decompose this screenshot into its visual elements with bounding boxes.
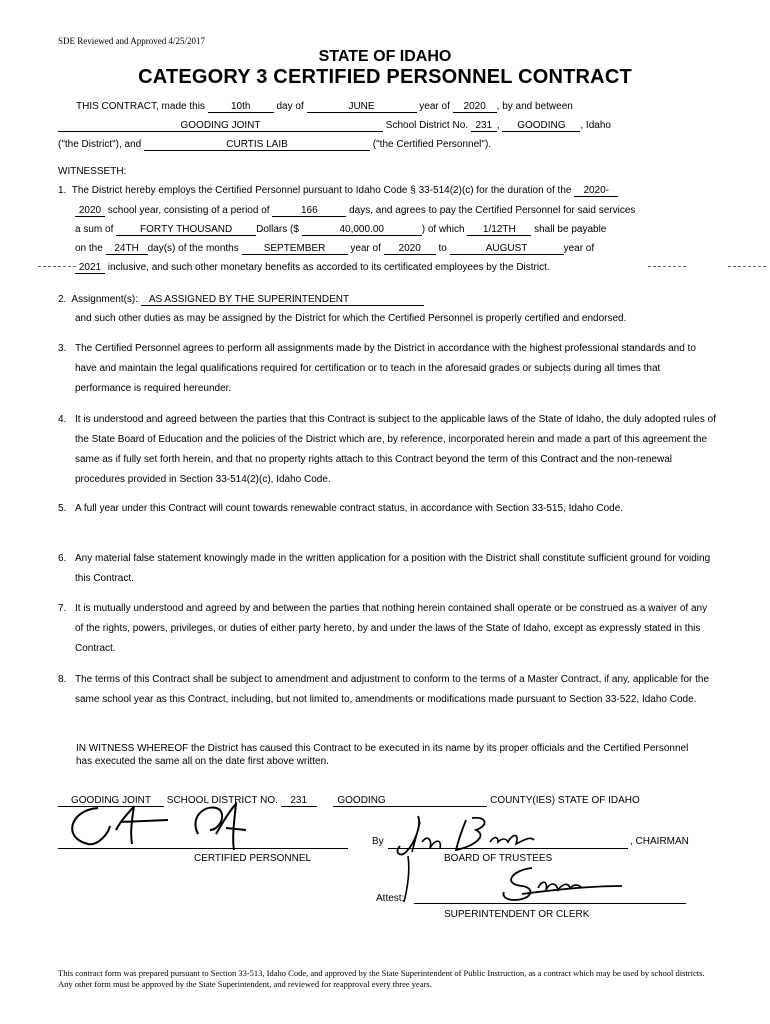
- by-label: By: [372, 836, 384, 847]
- sig-district-line: GOODING JOINT SCHOOL DISTRICT NO. 231 GOODING COUNTY(IES) STATE OF IDAHO: [58, 795, 640, 807]
- district-name-field: GOODING JOINT: [58, 120, 383, 132]
- chairman-label: , CHAIRMAN: [630, 836, 689, 847]
- p1-line-2: 2020 school year, consisting of a period of 166 days, and agrees to pay the Certified Personnel for said services: [75, 205, 635, 217]
- footer-note: This contract form was prepared pursuant to Section 33-513, Idaho Code, and approved by the State Superintendent of Public Instruction, as a contract which may be used by school districts. Any other form must be approved by the State Superintendent, and reviewed for reapproval every three years.: [58, 968, 705, 989]
- month-field: JUNE: [307, 101, 417, 113]
- school-year-end-field: 2020: [75, 205, 105, 217]
- year-field: 2020: [453, 101, 497, 113]
- witnesseth-label: WITNESSETH:: [58, 166, 127, 177]
- attest-label: Attest:: [376, 893, 405, 904]
- p1-line-5: 2021 inclusive, and such other monetary benefits as accorded to its certificated employees by the District.: [75, 262, 550, 274]
- start-month-field: SEPTEMBER: [242, 243, 348, 255]
- p2-line-2: and such other duties as may be assigned by the District for which the Certified Personnel is properly certified and endorsed.: [75, 313, 627, 324]
- sig-district-no-field: 231: [281, 795, 317, 807]
- day-field: 10th: [208, 101, 274, 113]
- superintendent-caption: SUPERINTENDENT OR CLERK: [444, 909, 590, 920]
- district-no-field: 231: [471, 120, 497, 132]
- personnel-signature: [60, 800, 280, 855]
- paragraph-6: 6. Any material false statement knowingly made in the written application for a position with the District shall constitute sufficient ground for voiding this Contract.: [58, 553, 711, 584]
- intro-line-2: GOODING JOINT School District No. 231 , GOODING , Idaho: [58, 120, 611, 132]
- end-year-field: 2021: [75, 262, 105, 274]
- p1-line-4: on the 24TH day(s) of the months SEPTEMBER year of 2020 to AUGUST year of: [75, 243, 595, 254]
- clerk-signature: [492, 864, 652, 908]
- days-field: 166: [272, 205, 346, 217]
- intro-line-3: ("the District"), and CURTIS LAIB ("the Certified Personnel").: [58, 139, 492, 150]
- intro-line-1: THIS CONTRACT, made this 10th day of JUNE year of 2020 , by and between: [76, 101, 573, 112]
- fraction-field: 1/12TH: [467, 224, 531, 236]
- scan-dash-mid: [648, 266, 686, 267]
- paragraph-4: 4. It is understood and agreed between the parties that this Contract is subject to the applicable laws of the State of Idaho, the duly adopted rules of the State Board of Education and the policies of the District which are, by reference, incorporated herein and made a part of this agreement the same as if fully set forth herein, and that no property rights attach to this Contract beyond the term of this Contract and the non-renewal procedures provided in Section 33-514(2)(c), Idaho Code.: [58, 414, 716, 485]
- board-caption: BOARD OF TRUSTEES: [444, 853, 553, 864]
- sum-words-field: FORTY THOUSAND: [116, 224, 256, 236]
- sig-county-field: GOODING: [333, 795, 487, 807]
- p1-line-1: 1. The District hereby employs the Certified Personnel pursuant to Idaho Code § 33-514(2)(c) for the duration of the 2020-: [58, 185, 618, 197]
- pay-day-field: 24TH: [106, 243, 148, 255]
- start-year-field: 2020: [384, 243, 436, 255]
- personnel-name-field: CURTIS LAIB: [144, 139, 370, 151]
- paragraph-3: 3. The Certified Personnel agrees to perform all assignments made by the District in accordance with the highest professional standards and to have and maintain the legal qualifications required for certification or to teach in the aforesaid grades or subjects during all times that performance is required hereunder.: [58, 343, 696, 394]
- witness-clause: IN WITNESS WHEREOF the District has caused this Contract to be executed in its name by its proper officials and the Certified Personnel has executed the same all on the date first above written.: [76, 743, 689, 767]
- scan-dash-right: [728, 266, 766, 267]
- title-state: STATE OF IDAHO: [318, 48, 452, 65]
- scan-dash-left: [38, 266, 76, 267]
- paragraph-8: 8. The terms of this Contract shall be subject to amendment and adjustment to conform to the terms of a Master Contract, if any, applicable for the same school year as this Contract, including, but not limited to, amendments or modifications made pursuant to Section 33-522, Idaho Code.: [58, 674, 710, 705]
- assignment-field: AS ASSIGNED BY THE SUPERINTENDENT: [141, 294, 424, 306]
- sig-district-field: GOODING JOINT: [58, 795, 164, 807]
- sum-amount-field: 40,000.00: [302, 224, 422, 236]
- paragraph-5: 5. A full year under this Contract will count towards renewable contract status, in accordance with Section 33-515, Idaho Code.: [58, 503, 624, 514]
- header-note: SDE Reviewed and Approved 4/25/2017: [58, 36, 205, 46]
- p2-line-1: 2. Assignment(s): AS ASSIGNED BY THE SUPERINTENDENT: [58, 294, 424, 306]
- certified-personnel-caption: CERTIFIED PERSONNEL: [194, 853, 312, 864]
- title-contract: CATEGORY 3 CERTIFIED PERSONNEL CONTRACT: [138, 66, 632, 88]
- school-year-start-field: 2020-: [574, 185, 618, 197]
- end-month-field: AUGUST: [450, 243, 564, 255]
- paragraph-7: 7. It is mutually understood and agreed by and between the parties that nothing herein contained shall operate or be construed as a waiver of any of the rights, powers, privileges, or duties of either party hereto, by and under the laws of the State of Idaho, except as expressly stated in this Contract.: [58, 603, 708, 654]
- county-field: GOODING: [502, 120, 580, 132]
- p1-line-3: a sum of FORTY THOUSAND Dollars ($ 40,000.00 ) of which 1/12TH shall be payable: [75, 224, 607, 235]
